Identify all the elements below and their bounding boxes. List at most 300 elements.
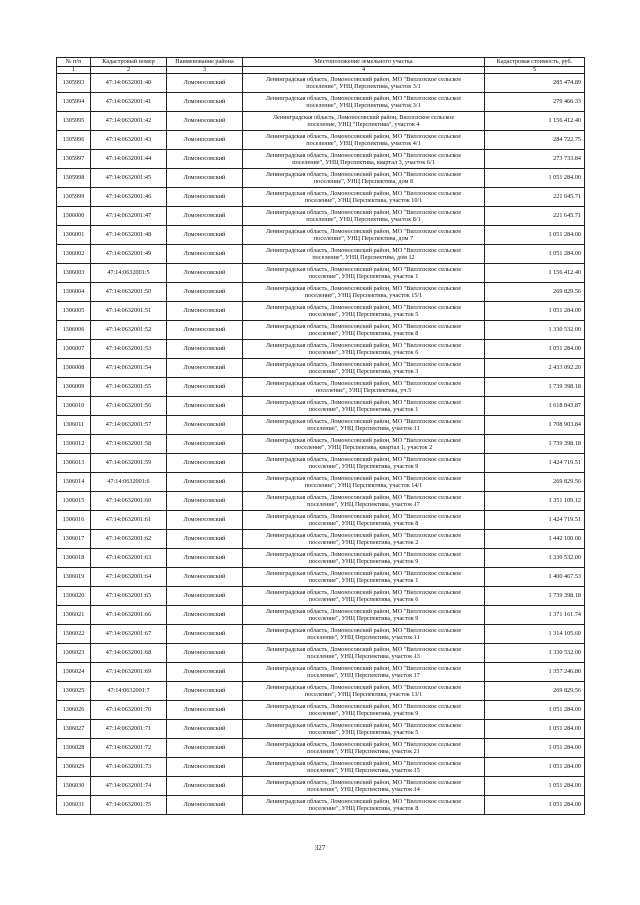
row-number: 1306018 (57, 549, 91, 568)
district-name: Ломоносовский (167, 663, 243, 682)
cadastral-number: 47:14:0632001:75 (91, 796, 167, 815)
table-row (57, 150, 585, 169)
district-name: Ломоносовский (167, 587, 243, 606)
table-row (57, 777, 585, 796)
location-line-2: поселение", УНЦ Перспектива, дом 12 (312, 254, 415, 261)
location-line-1: Ленинградская область, Ломоносовский район, МО "Виллозское сельское (265, 759, 462, 767)
location-line-2: поселение", УНЦ Перспектива, участок 8 (308, 520, 419, 527)
row-number: 1306015 (57, 492, 91, 511)
location-cell (243, 188, 485, 207)
location-cell (243, 112, 485, 131)
table-row (57, 625, 585, 644)
row-number: 1306022 (57, 625, 91, 644)
location-line-2: поселение", УНЦ Перспектива, участок 15 (307, 767, 420, 774)
location-line-2: поселение", УНЦ Перспектива, участок 4/1 (306, 140, 421, 147)
cadastral-number: 47:14:0632001:46 (91, 188, 167, 207)
location-line-1: Ленинградская область, Ломоносовский район, МО "Виллозское сельское (265, 94, 462, 102)
district-name: Ломоносовский (167, 568, 243, 587)
cadastral-cost: 1 330 532.00 (485, 549, 585, 568)
row-number: 1306025 (57, 682, 91, 701)
district-name: Ломоносовский (167, 739, 243, 758)
location-line-2: поселение", УНЦ Перспектива, участок 6 (308, 596, 419, 603)
district-name: Ломоносовский (167, 701, 243, 720)
location-line-2: поселение", УНЦ Перспектива, участок 9 (308, 615, 419, 622)
table-row (57, 378, 585, 397)
district-name: Ломоносовский (167, 93, 243, 112)
table-row (57, 758, 585, 777)
row-number: 1305997 (57, 150, 91, 169)
table-row (57, 397, 585, 416)
location-cell (243, 492, 485, 511)
table-row (57, 93, 585, 112)
district-name: Ломоносовский (167, 796, 243, 815)
location-line-1: Ленинградская область, Ломоносовский район, МО "Виллозское сельское (265, 398, 462, 406)
cadastral-cost: 1 051 284.00 (485, 701, 585, 720)
cadastral-cost: 1 371 161.74 (485, 606, 585, 625)
row-number: 1306009 (57, 378, 91, 397)
table-header (57, 58, 585, 74)
district-name: Ломоносовский (167, 207, 243, 226)
district-name: Ломоносовский (167, 758, 243, 777)
location-line-1: Ленинградская область, Ломоносовский район, МО "Виллозское сельское (265, 721, 462, 729)
district-name: Ломоносовский (167, 150, 243, 169)
cadastral-cost: 1 618 843.87 (485, 397, 585, 416)
district-name: Ломоносовский (167, 511, 243, 530)
location-line-2: поселение", УНЦ Перспектива, участок 1 (308, 577, 419, 584)
location-line-1: Ленинградская область, Ломоносовский район, МО "Виллозское сельское (265, 208, 462, 216)
location-line-1: Ленинградская область, Ломоносовский район, МО "Виллозское сельское (265, 341, 462, 349)
cadastral-number: 47:14:0632001:5 (91, 264, 167, 283)
district-name: Ломоносовский (167, 644, 243, 663)
cadastral-cost: 221 645.71 (485, 188, 585, 207)
row-number: 1306000 (57, 207, 91, 226)
location-line-2: поселение", УНЦ Перспектива, участок 2 (308, 539, 419, 546)
location-line-2: поселение", УНЦ Перспектива, участок 1 (308, 406, 419, 413)
cadastral-cost: 1 051 284.00 (485, 340, 585, 359)
cadastral-cost: 2 433 092.20 (485, 359, 585, 378)
location-cell (243, 739, 485, 758)
cadastral-number: 47:14:0632001:47 (91, 207, 167, 226)
district-name: Ломоносовский (167, 112, 243, 131)
location-line-1: Ленинградская область, Ломоносовский район, МО "Виллозское сельское (265, 531, 462, 539)
location-cell (243, 473, 485, 492)
cadastral-cost: 269 829.56 (485, 283, 585, 302)
location-line-1: Ленинградская область, Ломоносовский район, МО "Виллозское сельское (265, 778, 462, 786)
district-name: Ломоносовский (167, 682, 243, 701)
location-line-1: Ленинградская область, Ломоносовский район, МО "Виллозское сельское (265, 75, 462, 83)
location-line-1: Ленинградская область, Ломоносовский район, МО "Виллозское сельское (265, 645, 462, 653)
location-line-2: поселение", УНЦ Перспектива, участок 3/1 (306, 102, 421, 109)
location-cell (243, 530, 485, 549)
location-line-1: Ленинградская область, Ломоносовский район, МО "Виллозское сельское (265, 417, 462, 425)
row-number: 1306031 (57, 796, 91, 815)
cadastral-cost: 1 424 719.51 (485, 454, 585, 473)
location-line-2: поселение", УНЦ Перспектива, участок 11 (307, 425, 420, 432)
location-cell (243, 587, 485, 606)
cadastral-cost: 279 466.33 (485, 93, 585, 112)
table-row (57, 682, 585, 701)
location-line-1: Ленинградская область, Ломоносовский район, МО "Виллозское сельское (265, 683, 462, 691)
table-row (57, 302, 585, 321)
location-line-2: поселение", УНЦ Перспектива, участок 17 (307, 672, 420, 679)
district-name: Ломоносовский (167, 720, 243, 739)
location-cell (243, 378, 485, 397)
location-cell (243, 321, 485, 340)
cadastral-number: 47:14:0632001:63 (91, 549, 167, 568)
location-line-2: поселение", УНЦ Перспектива, участок 14/1 (304, 482, 423, 489)
table-row (57, 245, 585, 264)
cadastral-number: 47:14:0632001:7 (91, 682, 167, 701)
row-number: 1306005 (57, 302, 91, 321)
cadastral-number: 47:14:0632001:60 (91, 492, 167, 511)
location-line-1: Ленинградская область, Ломоносовский район, МО "Виллозское сельское (265, 626, 462, 634)
location-cell (243, 416, 485, 435)
cadastral-number: 47:14:0632001:43 (91, 131, 167, 150)
location-cell (243, 150, 485, 169)
row-number: 1306002 (57, 245, 91, 264)
row-number: 1305999 (57, 188, 91, 207)
location-line-2: поселение", УНЦ Перспектива, участок 3/1 (306, 83, 421, 90)
location-line-1: Ленинградская область, Ломоносовский район, МО "Виллозское сельское (265, 436, 462, 444)
location-line-1: Ленинградская область, Ломоносовский район, МО "Виллозское сельское (265, 227, 462, 235)
district-name: Ломоносовский (167, 492, 243, 511)
row-number: 1306016 (57, 511, 91, 530)
district-name: Ломоносовский (167, 549, 243, 568)
location-line-1: Ленинградская область, Ломоносовский район, МО "Виллозское сельское (265, 455, 462, 463)
table-row (57, 188, 585, 207)
row-number: 1306020 (57, 587, 91, 606)
location-cell (243, 777, 485, 796)
cadastral-number: 47:14:0632001:69 (91, 663, 167, 682)
location-line-2: поселение", УНЦ Перспектива, участок 10/1 (304, 197, 423, 204)
cadastral-number: 47:14:0632001:55 (91, 378, 167, 397)
table-row (57, 264, 585, 283)
row-number: 1306007 (57, 340, 91, 359)
cadastral-cost: 1 314 105.60 (485, 625, 585, 644)
table-row (57, 416, 585, 435)
row-number: 1305993 (57, 74, 91, 93)
cadastral-cost: 1 330 532.00 (485, 644, 585, 663)
table-row (57, 454, 585, 473)
district-name: Ломоносовский (167, 378, 243, 397)
location-cell (243, 720, 485, 739)
location-line-2: поселение", УНЦ Перспектива, участок 13/1 (304, 691, 423, 698)
cadastral-number: 47:14:0632001:74 (91, 777, 167, 796)
cadastral-number: 47:14:0632001:58 (91, 435, 167, 454)
location-line-2: поселение", УНЦ Перспектива, участок 13 (307, 653, 420, 660)
district-name: Ломоносовский (167, 625, 243, 644)
row-number: 1306017 (57, 530, 91, 549)
header-index-5: 5 (485, 67, 585, 74)
table-row (57, 568, 585, 587)
row-number: 1306010 (57, 397, 91, 416)
location-cell (243, 226, 485, 245)
table-row (57, 359, 585, 378)
location-cell (243, 264, 485, 283)
location-line-1: Ленинградская область, Ломоносовский район, МО "Виллозское сельское (265, 702, 462, 710)
location-cell (243, 245, 485, 264)
row-number: 1306011 (57, 416, 91, 435)
cadastral-number: 47:14:0632001:72 (91, 739, 167, 758)
location-cell (243, 511, 485, 530)
district-name: Ломоносовский (167, 131, 243, 150)
cadastral-cost: 1 051 284.00 (485, 758, 585, 777)
row-number: 1306004 (57, 283, 91, 302)
location-line-1: Ленинградская область, Ломоносовский район, МО "Виллозское сельское (265, 512, 462, 520)
district-name: Ломоносовский (167, 454, 243, 473)
location-cell (243, 644, 485, 663)
table-body (57, 74, 585, 815)
document-page (56, 57, 584, 815)
location-cell (243, 131, 485, 150)
header-index-2: 2 (91, 67, 167, 74)
district-name: Ломоносовский (167, 435, 243, 454)
location-cell (243, 454, 485, 473)
cadastral-cost: 1 051 284.00 (485, 720, 585, 739)
location-cell (243, 568, 485, 587)
location-cell (243, 93, 485, 112)
cadastral-number: 47:14:0632001:73 (91, 758, 167, 777)
location-cell (243, 758, 485, 777)
row-number: 1306003 (57, 264, 91, 283)
cadastral-number: 47:14:0632001:66 (91, 606, 167, 625)
cadastral-cost: 269 829.56 (485, 682, 585, 701)
cadastral-cost: 1 708 903.84 (485, 416, 585, 435)
table-row (57, 644, 585, 663)
header-cadastral-number: Кадастровый номер (91, 58, 167, 67)
location-line-1: Ленинградская область, Ломоносовский район, МО "Виллозское сельское (265, 607, 462, 615)
cadastral-number: 47:14:0632001:48 (91, 226, 167, 245)
district-name: Ломоносовский (167, 188, 243, 207)
cadastral-cost: 1 739 398.18 (485, 435, 585, 454)
cadastral-number: 47:14:0632001:42 (91, 112, 167, 131)
location-line-2: поселение", УНЦ Перспектива, квартал 1, участок 2 (294, 444, 433, 451)
location-line-1: Ленинградская область, Ломоносовский район, МО "Виллозское сельское (265, 284, 462, 292)
table-row (57, 530, 585, 549)
cadastral-cost: 1 051 284.00 (485, 739, 585, 758)
table-row (57, 226, 585, 245)
table-row (57, 207, 585, 226)
location-line-1: Ленинградская область, Ломоносовский район, Виллозское сельское (272, 113, 455, 121)
location-line-1: Ленинградская область, Ломоносовский район, МО "Виллозское сельское (265, 265, 462, 273)
table-row (57, 321, 585, 340)
cadastral-cost: 1 156 412.40 (485, 112, 585, 131)
row-number: 1306012 (57, 435, 91, 454)
cadastral-cost: 1 330 532.00 (485, 321, 585, 340)
cadastral-number: 47:14:0632001:65 (91, 587, 167, 606)
cadastral-cost: 285 474.89 (485, 74, 585, 93)
location-line-2: поселение", УНЦ Перспектива, участок 11 (307, 634, 420, 641)
location-line-1: Ленинградская область, Ломоносовский район, МО "Виллозское сельское (265, 379, 462, 387)
row-number: 1306006 (57, 321, 91, 340)
cadastral-number: 47:14:0632001:64 (91, 568, 167, 587)
district-name: Ломоносовский (167, 321, 243, 340)
row-number: 1305998 (57, 169, 91, 188)
cadastral-cost: 1 357 246.80 (485, 663, 585, 682)
table-row (57, 131, 585, 150)
row-number: 1306023 (57, 644, 91, 663)
location-line-1: Ленинградская область, Ломоносовский район, МО "Виллозское сельское (265, 303, 462, 311)
location-line-1: Ленинградская область, Ломоносовский район, МО "Виллозское сельское (265, 550, 462, 558)
location-line-1: Ленинградская область, Ломоносовский район, МО "Виллозское сельское (265, 588, 462, 596)
district-name: Ломоносовский (167, 340, 243, 359)
header-index-3: 3 (167, 67, 243, 74)
district-name: Ломоносовский (167, 530, 243, 549)
location-line-2: поселение", УНЦ Перспектива, участок 5 (308, 311, 419, 318)
table-row (57, 435, 585, 454)
table-row (57, 720, 585, 739)
district-name: Ломоносовский (167, 777, 243, 796)
location-line-1: Ленинградская область, Ломоносовский район, МО "Виллозское сельское (265, 569, 462, 577)
district-name: Ломоносовский (167, 606, 243, 625)
district-name: Ломоносовский (167, 226, 243, 245)
table-row (57, 74, 585, 93)
header-number: № п/п (57, 58, 91, 67)
cadastral-cost: 1 351 109.12 (485, 492, 585, 511)
cadastral-cost: 284 722.75 (485, 131, 585, 150)
row-number: 1306001 (57, 226, 91, 245)
district-name: Ломоносовский (167, 302, 243, 321)
row-number: 1305995 (57, 112, 91, 131)
cadastral-cost: 1 739 398.18 (485, 587, 585, 606)
cadastral-number: 47:14:0632001:51 (91, 302, 167, 321)
cadastral-number: 47:14:0632001:45 (91, 169, 167, 188)
location-cell (243, 283, 485, 302)
location-line-1: Ленинградская область, Ломоносовский район, МО "Виллозское сельское (265, 664, 462, 672)
district-name: Ломоносовский (167, 264, 243, 283)
cadastral-number: 47:14:0632001:68 (91, 644, 167, 663)
header-cadastral-cost: Кадастровая стоимость, руб. (485, 58, 585, 67)
location-line-1: Ленинградская область, Ломоносовский район, МО "Виллозское сельское (265, 360, 462, 368)
location-line-2: поселение", УНЦ Перспектива, участок 6 (308, 349, 419, 356)
district-name: Ломоносовский (167, 473, 243, 492)
table-row (57, 112, 585, 131)
location-line-1: Ленинградская область, Ломоносовский район, МО "Виллозское сельское (265, 189, 462, 197)
row-number: 1305994 (57, 93, 91, 112)
row-number: 1306021 (57, 606, 91, 625)
cadastral-number: 47:14:0632001:52 (91, 321, 167, 340)
location-line-2: поселение", УНЦ Перспектива, участок 8/1 (306, 216, 421, 223)
cadastral-number: 47:14:0632001:49 (91, 245, 167, 264)
district-name: Ломоносовский (167, 359, 243, 378)
row-number: 1306028 (57, 739, 91, 758)
table-row (57, 549, 585, 568)
location-line-2: поселение", УНЦ Перспектива, участок 8 (308, 330, 419, 337)
table-row (57, 701, 585, 720)
header-location: Местоположение земельного участка (243, 58, 485, 67)
location-line-1: Ленинградская область, Ломоносовский район, МО "Виллозское сельское (265, 474, 462, 482)
cadastral-cost: 1 051 284.00 (485, 302, 585, 321)
cadastral-number: 47:14:0632001:56 (91, 397, 167, 416)
cadastral-number: 47:14:0632001:57 (91, 416, 167, 435)
cadastral-cost: 1 442 100.00 (485, 530, 585, 549)
row-number: 1305996 (57, 131, 91, 150)
cadastral-cost: 1 400 467.53 (485, 568, 585, 587)
district-name: Ломоносовский (167, 416, 243, 435)
cadastral-number: 47:14:0632001:6 (91, 473, 167, 492)
location-line-2: поселение", УНЦ Перспектива, участок 9 (308, 463, 419, 470)
location-line-1: Ленинградская область, Ломоносовский район, МО "Виллозское сельское (265, 797, 462, 805)
district-name: Ломоносовский (167, 283, 243, 302)
row-number: 1306027 (57, 720, 91, 739)
location-line-2: поселение", УНЦ Перспектива, уч.5 (315, 387, 412, 394)
row-number: 1306026 (57, 701, 91, 720)
location-line-2: поселение", УНЦ Перспектива, участок 9 (308, 710, 419, 717)
location-cell (243, 435, 485, 454)
cadastral-number: 47:14:0632001:44 (91, 150, 167, 169)
location-cell (243, 606, 485, 625)
table-row (57, 606, 585, 625)
location-line-2: поселение, УНЦ "Перспектива", участок 4 (307, 121, 420, 128)
header-index-4: 4 (243, 67, 485, 74)
location-cell (243, 359, 485, 378)
cadastral-number: 47:14:0632001:71 (91, 720, 167, 739)
cadastral-number: 47:14:0632001:59 (91, 454, 167, 473)
cadastral-table (56, 57, 585, 815)
location-cell (243, 682, 485, 701)
location-cell (243, 169, 485, 188)
cadastral-cost: 273 733.84 (485, 150, 585, 169)
row-number: 1306029 (57, 758, 91, 777)
header-district: Наименование района (167, 58, 243, 67)
cadastral-number: 47:14:0632001:53 (91, 340, 167, 359)
table-row (57, 283, 585, 302)
location-cell (243, 549, 485, 568)
row-number: 1306013 (57, 454, 91, 473)
location-cell (243, 397, 485, 416)
cadastral-number: 47:14:0632001:62 (91, 530, 167, 549)
location-line-2: поселение", УНЦ Перспектива, участок 3 (308, 368, 419, 375)
location-line-2: поселение", УНЦ Перспектива, квартал 3, участок 6/1 (292, 159, 435, 166)
location-line-2: поселение", УНЦ Перспектива, участок 21 (307, 748, 420, 755)
location-cell (243, 74, 485, 93)
table-row (57, 587, 585, 606)
row-number: 1306030 (57, 777, 91, 796)
cadastral-cost: 1 051 284.00 (485, 169, 585, 188)
cadastral-number: 47:14:0632001:61 (91, 511, 167, 530)
location-cell (243, 663, 485, 682)
district-name: Ломоносовский (167, 74, 243, 93)
location-cell (243, 302, 485, 321)
location-line-2: поселение", УНЦ Перспектива, участок 14 (307, 786, 420, 793)
location-line-2: поселение", УНЦ Перспектива, участок 9 (308, 558, 419, 565)
header-index-1: 1 (57, 67, 91, 74)
location-cell (243, 207, 485, 226)
cadastral-cost: 269 829.56 (485, 473, 585, 492)
table-row (57, 796, 585, 815)
cadastral-number: 47:14:0632001:41 (91, 93, 167, 112)
cadastral-number: 47:14:0632001:67 (91, 625, 167, 644)
cadastral-cost: 1 156 412.40 (485, 264, 585, 283)
cadastral-number: 47:14:0632001:40 (91, 74, 167, 93)
cadastral-number: 47:14:0632001:54 (91, 359, 167, 378)
table-row (57, 340, 585, 359)
row-number: 1306014 (57, 473, 91, 492)
cadastral-cost: 1 424 719.51 (485, 511, 585, 530)
location-line-1: Ленинградская область, Ломоносовский район, МО "Виллозское сельское (265, 151, 462, 159)
cadastral-cost: 1 051 284.00 (485, 245, 585, 264)
table-row (57, 511, 585, 530)
location-line-2: поселение", УНЦ Перспектива, дом 8 (313, 178, 414, 185)
cadastral-cost: 1 739 398.18 (485, 378, 585, 397)
page-number: 327 (314, 844, 326, 852)
location-line-2: поселение", УНЦ Перспектива, участок 17 (307, 501, 420, 508)
location-cell (243, 625, 485, 644)
table-row (57, 169, 585, 188)
table-row (57, 473, 585, 492)
location-cell (243, 701, 485, 720)
location-line-2: поселение", УНЦ Перспектива, дом 7 (313, 235, 414, 242)
